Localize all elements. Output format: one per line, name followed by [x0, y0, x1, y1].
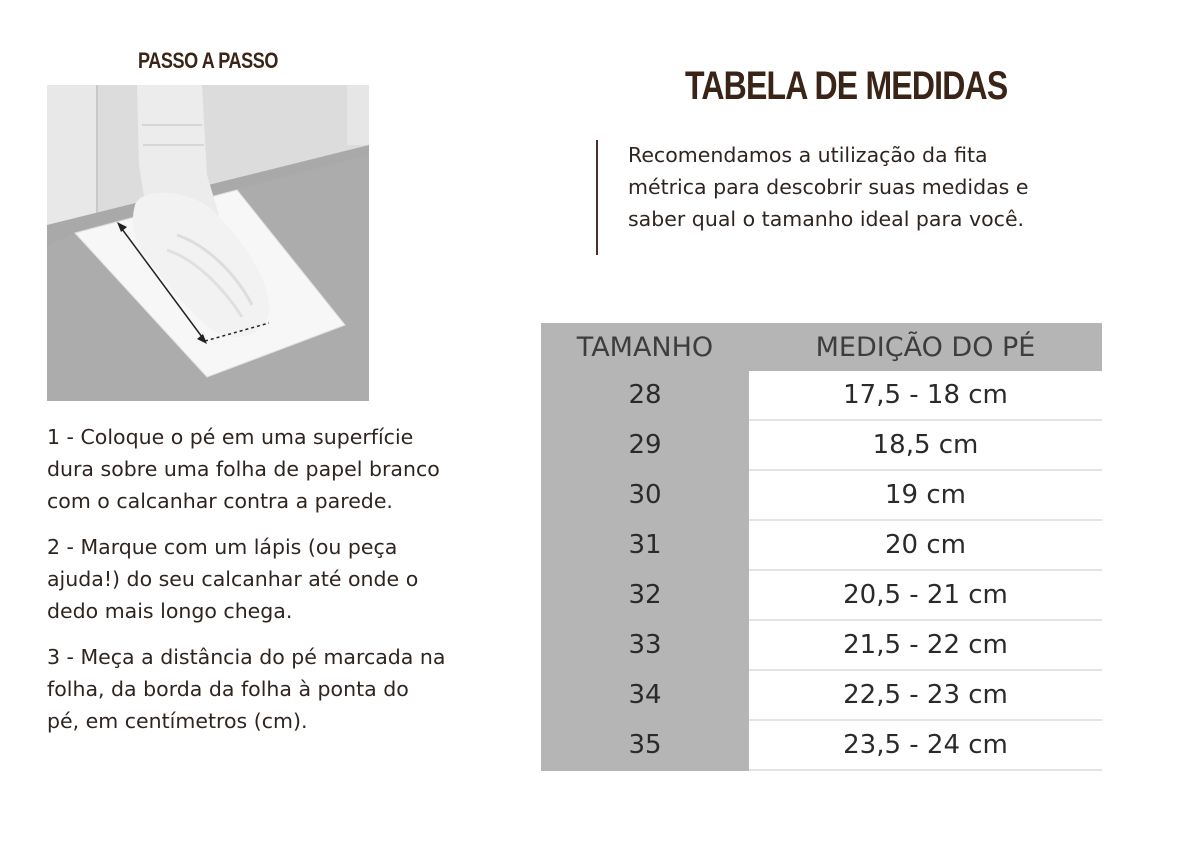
- size-cell: 34: [541, 670, 749, 720]
- size-cell: 31: [541, 520, 749, 570]
- size-cell: 32: [541, 570, 749, 620]
- measurement-cell: 23,5 - 24 cm: [749, 720, 1102, 770]
- step-2-text: 2 - Marque com um lápis (ou peça ajuda!) do seu calcanhar até onde o dedo mais longo chega.: [47, 535, 419, 623]
- intro-divider: [596, 140, 598, 255]
- size-cell: 33: [541, 620, 749, 670]
- foot-on-paper-illustration: [47, 85, 369, 401]
- size-cell: 28: [541, 371, 749, 420]
- size-cell: 35: [541, 720, 749, 770]
- size-cell: 29: [541, 420, 749, 470]
- measurement-cell: 18,5 cm: [749, 420, 1102, 470]
- table-row: [541, 620, 1102, 670]
- measurement-cell: 20 cm: [749, 520, 1102, 570]
- measurement-cell: 22,5 - 23 cm: [749, 670, 1102, 720]
- step-3-text: 3 - Meça a distância do pé marcada na folha, da borda da folha à ponta do pé, em centímetros (cm).: [47, 645, 446, 733]
- table-row: [541, 570, 1102, 620]
- size-table-title: TABELA DE MEDIDAS: [685, 64, 1008, 108]
- table-row: [541, 520, 1102, 570]
- instructions: [47, 421, 447, 751]
- column-header-size: TAMANHO: [541, 323, 749, 371]
- table-row: [541, 670, 1102, 720]
- size-cell: 30: [541, 470, 749, 520]
- measurement-cell: 20,5 - 21 cm: [749, 570, 1102, 620]
- intro-text: Recomendamos a utilização da fita métrica para descobrir suas medidas e saber qual o tamanho ideal para você.: [628, 143, 1029, 231]
- table-header-row: [541, 323, 1102, 371]
- measurement-cell: 21,5 - 22 cm: [749, 620, 1102, 670]
- measurement-cell: 19 cm: [749, 470, 1102, 520]
- step-1-text: 1 - Coloque o pé em uma superfície dura sobre uma folha de papel branco com o calcanhar contra a parede.: [47, 425, 440, 513]
- table-row: [541, 371, 1102, 420]
- foot-measuring-photo: [47, 85, 369, 401]
- step-by-step-title: PASSO A PASSO: [138, 48, 279, 73]
- table-row: [541, 720, 1102, 770]
- table-row: [541, 420, 1102, 470]
- table-row: [541, 470, 1102, 520]
- measurement-cell: 17,5 - 18 cm: [749, 371, 1102, 420]
- size-chart-table: [541, 323, 1102, 771]
- column-header-measurement: MEDIÇÃO DO PÉ: [749, 323, 1102, 371]
